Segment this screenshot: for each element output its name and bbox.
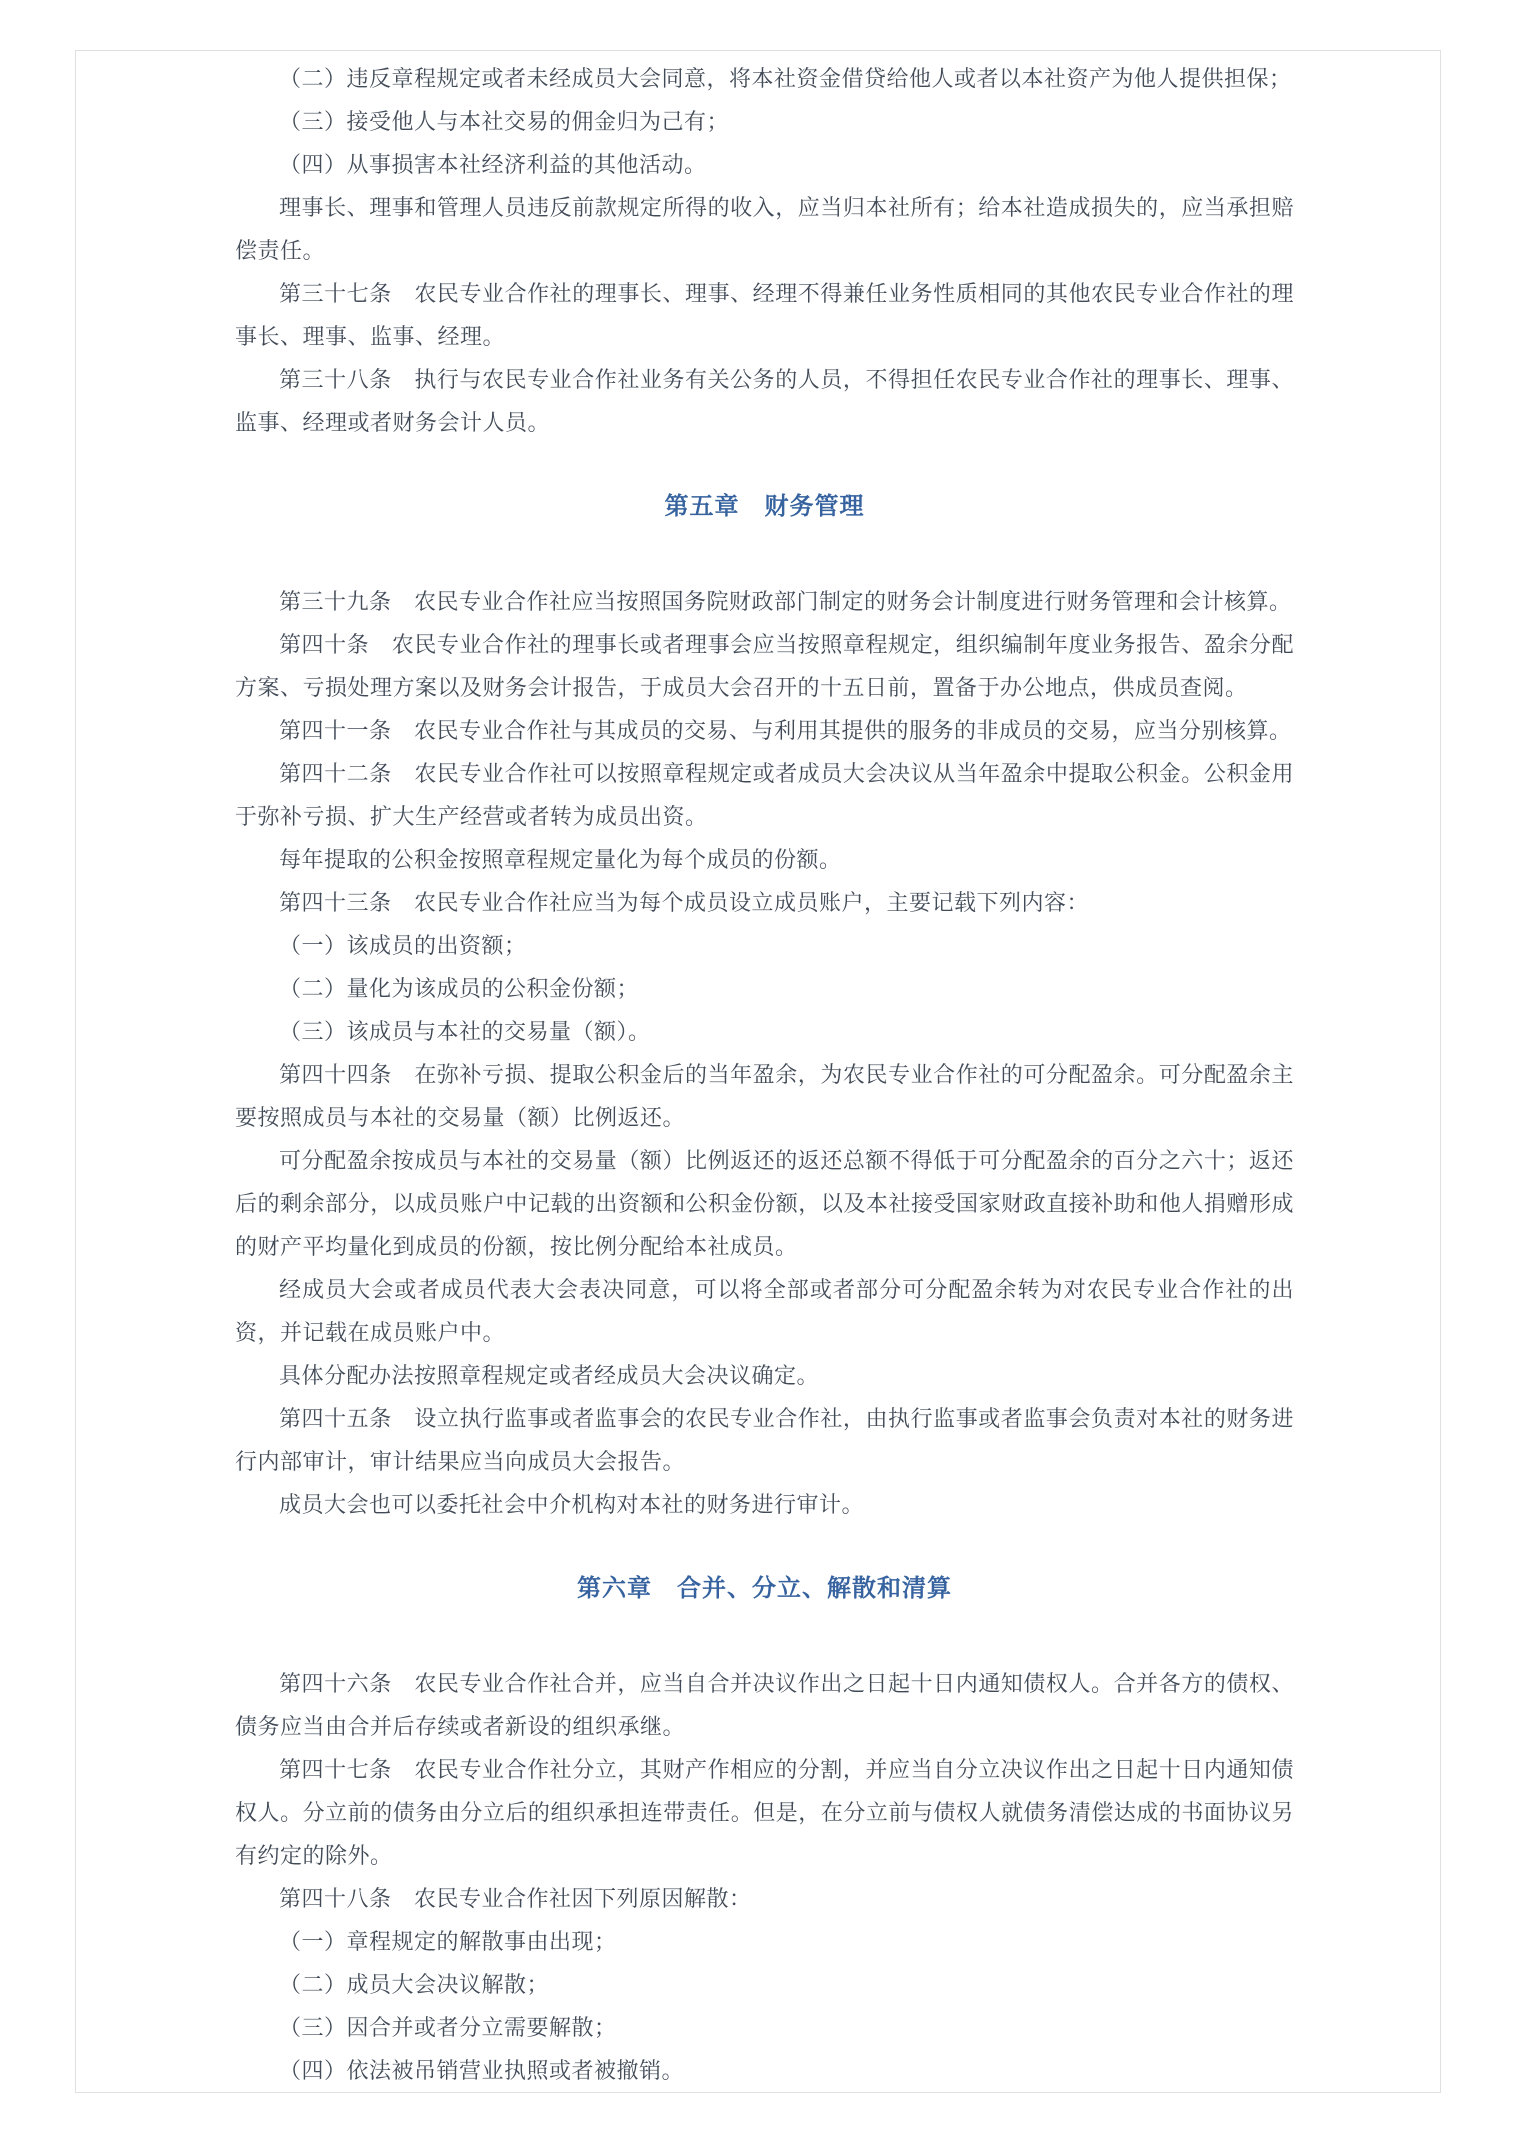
paragraph: 第三十九条 农民专业合作社应当按照国务院财政部门制定的财务会计制度进行财务管理和会计核算。 xyxy=(279,589,1292,614)
paragraph: 经成员大会或者成员代表大会表决同意，可以将全部或者部分可分配盈余转为对农民专业合作社的出资，并记载在成员账户中。 xyxy=(235,1277,1294,1345)
paragraph: （四）从事损害本社经济利益的其他活动。 xyxy=(279,152,707,177)
paragraph: 第四十八条 农民专业合作社因下列原因解散： xyxy=(279,1886,752,1911)
paragraph: （一）该成员的出资额； xyxy=(279,933,527,958)
paragraph: 第四十条 农民专业合作社的理事长或者理事会应当按照章程规定，组织编制年度业务报告、盈余分配方案、亏损处理方案以及财务会计报告，于成员大会召开的十五日前，置备于办公地点，供成员查阅。 xyxy=(235,632,1294,700)
paragraph: （三）因合并或者分立需要解散； xyxy=(279,2015,617,2040)
paragraph: 第四十七条 农民专业合作社分立，其财产作相应的分割，并应当自分立决议作出之日起十日内通知债权人。分立前的债务由分立后的组织承担连带责任。但是，在分立前与债权人就债务清偿达成的书面协议另有约定的除外。 xyxy=(235,1757,1294,1868)
paragraph: 可分配盈余按成员与本社的交易量（额）比例返还的返还总额不得低于可分配盈余的百分之六十；返还后的剩余部分，以成员账户中记载的出资额和公积金份额，以及本社接受国家财政直接补助和他人捐赠形成的财产平均量化到成员的份额，按比例分配给本社成员。 xyxy=(235,1148,1294,1259)
paragraph: 第四十五条 设立执行监事或者监事会的农民专业合作社，由执行监事或者监事会负责对本社的财务进行内部审计，审计结果应当向成员大会报告。 xyxy=(235,1406,1294,1474)
paragraph: 具体分配办法按照章程规定或者经成员大会决议确定。 xyxy=(279,1363,820,1388)
paragraph: 第三十八条 执行与农民专业合作社业务有关公务的人员，不得担任农民专业合作社的理事长、理事、监事、经理或者财务会计人员。 xyxy=(235,367,1294,435)
paragraph: （二）违反章程规定或者未经成员大会同意，将本社资金借贷给他人或者以本社资产为他人提供担保； xyxy=(279,66,1292,91)
paragraph: （三）接受他人与本社交易的佣金归为己有； xyxy=(279,109,730,134)
paragraph: （三）该成员与本社的交易量（额）。 xyxy=(279,1019,651,1044)
chapter-heading: 第五章 财务管理 xyxy=(664,493,865,520)
paragraph: （四）依法被吊销营业执照或者被撤销。 xyxy=(279,2058,685,2083)
paragraph: 第四十四条 在弥补亏损、提取公积金后的当年盈余，为农民专业合作社的可分配盈余。可分配盈余主要按照成员与本社的交易量（额）比例返还。 xyxy=(235,1062,1294,1130)
document-page xyxy=(75,50,1441,2093)
paragraph: 第三十七条 农民专业合作社的理事长、理事、经理不得兼任业务性质相同的其他农民专业合作社的理事长、理事、监事、经理。 xyxy=(235,281,1294,349)
paragraph: 成员大会也可以委托社会中介机构对本社的财务进行审计。 xyxy=(279,1492,865,1517)
paragraph: （一）章程规定的解散事由出现； xyxy=(279,1929,617,1954)
paragraph: （二）成员大会决议解散； xyxy=(279,1972,550,1997)
paragraph: 每年提取的公积金按照章程规定量化为每个成员的份额。 xyxy=(279,847,842,872)
chapter-heading: 第六章 合并、分立、解散和清算 xyxy=(577,1575,952,1602)
paragraph: 第四十二条 农民专业合作社可以按照章程规定或者成员大会决议从当年盈余中提取公积金。公积金用于弥补亏损、扩大生产经营或者转为成员出资。 xyxy=(235,761,1294,829)
paragraph: 第四十三条 农民专业合作社应当为每个成员设立成员账户，主要记载下列内容： xyxy=(279,890,1090,915)
paragraph: 第四十一条 农民专业合作社与其成员的交易、与利用其提供的服务的非成员的交易，应当分别核算。 xyxy=(279,718,1292,743)
paragraph: 理事长、理事和管理人员违反前款规定所得的收入，应当归本社所有；给本社造成损失的，应当承担赔偿责任。 xyxy=(235,195,1294,263)
document-content xyxy=(235,57,1294,2092)
paragraph: 第四十六条 农民专业合作社合并，应当自合并决议作出之日起十日内通知债权人。合并各方的债权、债务应当由合并后存续或者新设的组织承继。 xyxy=(235,1671,1294,1739)
paragraph: （二）量化为该成员的公积金份额； xyxy=(279,976,640,1001)
